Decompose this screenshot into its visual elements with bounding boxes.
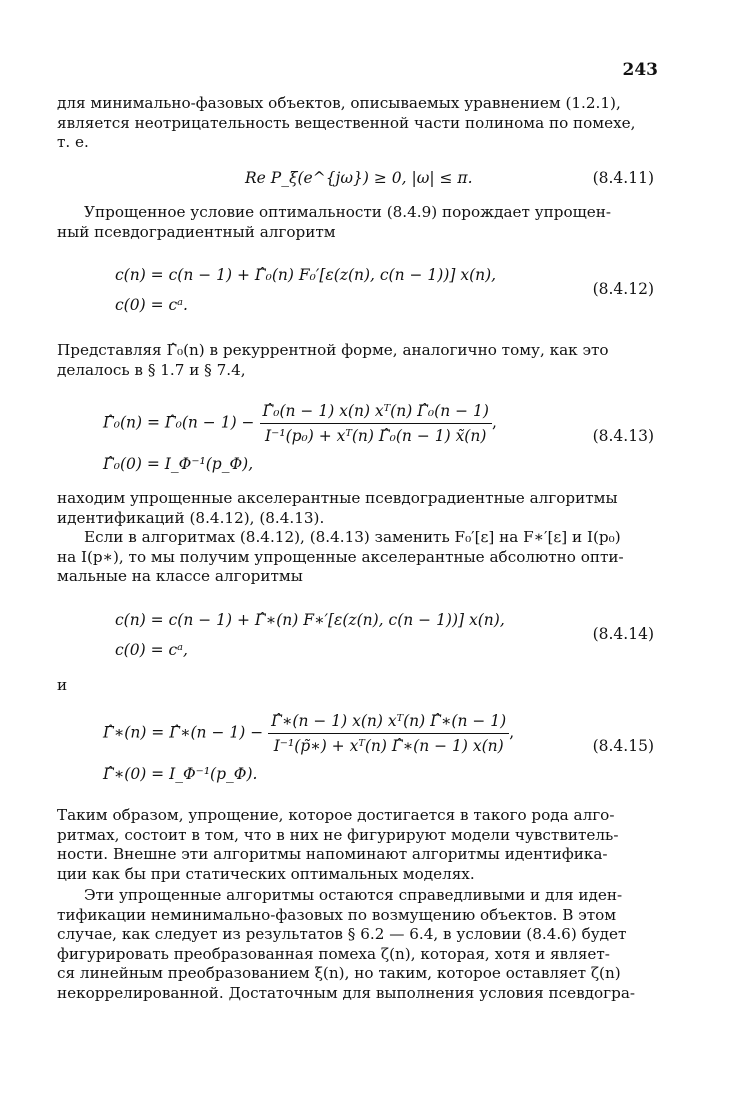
paragraph-find: [57, 489, 654, 587]
equation-8-4-15-line1: Γ̂∗(n) = Γ̂∗(n − 1) − $\frac{\text{Γ̂∗(n − 1) x(n) xᵀ(n) Γ̂∗(n − 1)}}{\text{I⁻¹(p̃∗) + xᵀ(n) Γ̂∗(n − 1) x(n)}}$ ,: [103, 712, 515, 755]
text-line: и: [57, 676, 68, 694]
paragraph-recurrent: [57, 341, 654, 380]
paragraph-thus: [57, 806, 654, 884]
fraction-numerator: Γ̂∗(n − 1) x(n) xᵀ(n) Γ̂∗(n − 1): [268, 712, 509, 734]
paragraph-valid: [57, 886, 654, 1004]
text-line: является неотрицательность вещественной части полинома по помехе,: [57, 113, 636, 132]
text-line: тификации неминимально-фазовых по возмущению объектов. В этом: [57, 905, 617, 924]
text-line: находим упрощенные акселерантные псевдоградиентные алгоритмы: [57, 489, 618, 507]
equation-number: (8.4.12): [592, 280, 654, 298]
equation-8-4-12-line2: c(0) = cᵃ.: [115, 296, 188, 314]
text-line: Если в алгоритмах (8.4.12), (8.4.13) заменить F₀′[ε] на F∗′[ε] и I(p₀): [84, 528, 621, 547]
fraction: [260, 402, 492, 445]
equation-8-4-11: Re P_ξ(e^{jω}) ≥ 0, |ω| ≤ π.: [245, 169, 473, 187]
text-line: на I(p∗), то мы получим упрощенные акселерантные абсолютно опти-: [57, 547, 624, 566]
text-line: мальные на классе алгоритмы: [57, 567, 303, 586]
equation-8-4-13-line2: Γ̂₀(0) = I_Φ⁻¹(p_Φ),: [103, 455, 254, 473]
equation-8-4-14-line2: c(0) = cᵃ,: [115, 641, 188, 659]
equation-lhs: Γ̂₀(n) = Γ̂₀(n − 1) −: [103, 413, 255, 432]
text-line: Таким образом, упрощение, которое достигается в такого рода алго-: [57, 806, 615, 824]
text-line: ся линейным преобразованием ξ(n), но таким, которое оставляет ζ(n): [57, 964, 621, 983]
equation-number: (8.4.14): [592, 625, 654, 643]
text-line: фигурировать преобразованная помеха ζ(n), которая, хотя и являет-: [57, 944, 610, 963]
fraction-denominator: I⁻¹(p₀) + xᵀ(n) Γ̂₀(n − 1) x̃(n): [265, 427, 487, 445]
text-line: для минимально-фазовых объектов, описываемых уравнением (1.2.1),: [57, 94, 621, 112]
text-line: ности. Внешне эти алгоритмы напоминают алгоритмы идентифика-: [57, 845, 608, 864]
conjunction: [57, 676, 654, 696]
equation-number: (8.4.15): [592, 737, 654, 755]
fraction-denominator: I⁻¹(p̃∗) + xᵀ(n) Γ̂∗(n − 1) x(n): [273, 737, 504, 755]
text-line: т. е.: [57, 133, 89, 152]
paragraph-intro: [57, 94, 654, 153]
text-line: некоррелированной. Достаточным для выполнения условия псевдогра-: [57, 983, 636, 1002]
text-line: случае, как следует из результатов § 6.2 — 6.4, в условии (8.4.6) будет: [57, 925, 627, 944]
text-line: ный псевдоградиентный алгоритм: [57, 222, 336, 241]
text-line: Представляя Γ̂₀(n) в рекуррентной форме, аналогично тому, как это: [57, 341, 609, 359]
text-line: идентификаций (8.4.12), (8.4.13).: [57, 508, 325, 527]
text-line: ции как бы при статических оптимальных моделях.: [57, 864, 475, 883]
equation-number: (8.4.11): [592, 169, 654, 187]
equation-number: (8.4.13): [592, 427, 654, 445]
text-line: Упрощенное условие оптимальности (8.4.9) порождает упрощен-: [84, 203, 612, 221]
text-line: Эти упрощенные алгоритмы остаются справедливыми и для иден-: [84, 886, 623, 904]
equation-lhs: Γ̂∗(n) = Γ̂∗(n − 1) −: [103, 723, 264, 742]
equation-8-4-13-line1: Γ̂₀(n) = Γ̂₀(n − 1) − $\frac{\text{Γ̂₀(n − 1) x(n) xᵀ(n) Γ̂₀(n − 1)}}{\text{I⁻¹(p₀) + xᵀ(n) Γ̂₀(n − 1) x̃(n)}}$ ,: [103, 402, 497, 445]
paragraph-simplified: [57, 203, 654, 242]
text-line: делалось в § 1.7 и § 7.4,: [57, 360, 246, 379]
page-number: 243: [622, 60, 658, 80]
equation-8-4-14-line1: c(n) = c(n − 1) + Γ̂∗(n) F∗′[ε(z(n), c(n − 1))] x(n),: [115, 611, 505, 629]
fraction: [268, 712, 509, 755]
equation-8-4-12-line1: c(n) = c(n − 1) + Γ̂₀(n) F₀′[ε(z(n), c(n − 1))] x(n),: [115, 266, 497, 284]
text-line: ритмах, состоит в том, что в них не фигурируют модели чувствитель-: [57, 825, 619, 844]
equation-8-4-15-line2: Γ̂∗(0) = I_Φ⁻¹(p_Φ).: [103, 765, 258, 783]
fraction-numerator: Γ̂₀(n − 1) x(n) xᵀ(n) Γ̂₀(n − 1): [260, 402, 492, 424]
